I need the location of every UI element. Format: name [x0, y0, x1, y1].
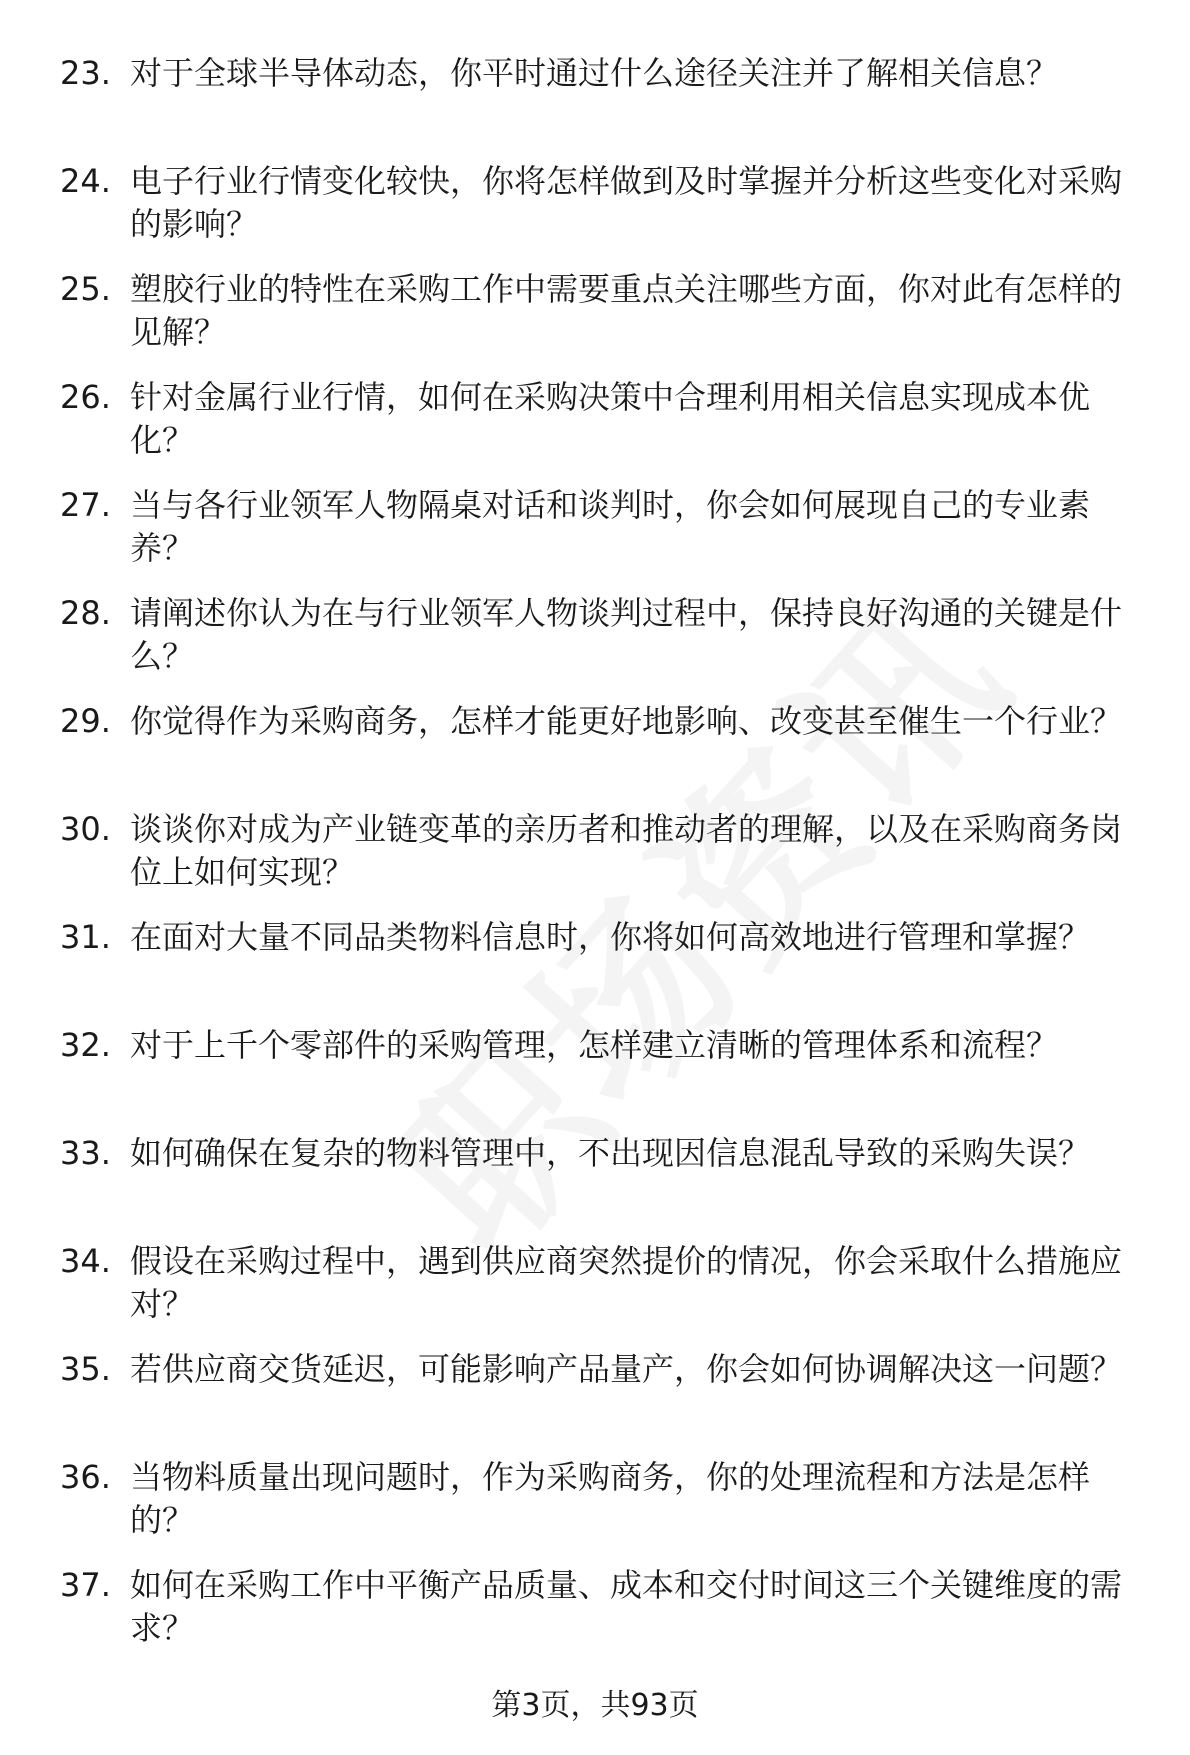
question-item-30 [60, 808, 1150, 916]
question-number: 34. [60, 1242, 111, 1280]
question-number: 25. [60, 270, 111, 308]
question-number: 36. [60, 1458, 111, 1496]
question-number: 37. [60, 1566, 111, 1604]
question-text: 当与各行业领军人物隔桌对话和谈判时，你会如何展现自己的专业素养？ [130, 486, 1091, 567]
question-text: 如何确保在复杂的物料管理中，不出现因信息混乱导致的采购失误？ [130, 1134, 1091, 1172]
question-number: 30. [60, 810, 111, 848]
question-text: 对于上千个零部件的采购管理，怎样建立清晰的管理体系和流程？ [130, 1026, 1059, 1064]
question-number: 24. [60, 162, 111, 200]
question-text: 请阐述你认为在与行业领军人物谈判过程中，保持良好沟通的关键是什么？ [130, 594, 1123, 675]
question-item-36 [60, 1456, 1150, 1564]
question-item-26 [60, 376, 1150, 484]
question-text: 假设在采购过程中，遇到供应商突然提价的情况，你会采取什么措施应对？ [130, 1242, 1123, 1323]
question-number: 28. [60, 594, 111, 632]
question-number: 29. [60, 702, 111, 740]
question-number: 23. [60, 54, 111, 92]
question-item-32 [60, 1024, 1150, 1132]
question-item-33 [60, 1132, 1150, 1240]
question-text: 如何在采购工作中平衡产品质量、成本和交付时间这三个关键维度的需求？ [130, 1566, 1123, 1647]
question-number: 27. [60, 486, 111, 524]
question-text: 针对金属行业行情，如何在采购决策中合理利用相关信息实现成本优化？ [130, 378, 1091, 459]
question-item-35 [60, 1348, 1150, 1456]
question-item-31 [60, 916, 1150, 1024]
question-number: 31. [60, 918, 111, 956]
question-number: 33. [60, 1134, 111, 1172]
question-text: 谈谈你对成为产业链变革的亲历者和推动者的理解，以及在采购商务岗位上如何实现？ [130, 810, 1123, 891]
question-text: 电子行业行情变化较快，你将怎样做到及时掌握并分析这些变化对采购的影响？ [130, 162, 1123, 243]
question-item-34 [60, 1240, 1150, 1348]
question-item-25 [60, 268, 1150, 376]
question-text: 在面对大量不同品类物料信息时，你将如何高效地进行管理和掌握？ [130, 918, 1091, 956]
question-number: 26. [60, 378, 111, 416]
question-number: 32. [60, 1026, 111, 1064]
question-text: 你觉得作为采购商务，怎样才能更好地影响、改变甚至催生一个行业？ [130, 702, 1123, 740]
question-number: 35. [60, 1350, 111, 1388]
question-text: 若供应商交货延迟，可能影响产品量产，你会如何协调解决这一问题？ [130, 1350, 1123, 1388]
question-list [60, 52, 1150, 1672]
page-footer: 第3页，共93页 [491, 1688, 699, 1723]
question-item-29 [60, 700, 1150, 808]
question-text: 当物料质量出现问题时，作为采购商务，你的处理流程和方法是怎样的？ [130, 1458, 1091, 1539]
question-item-23 [60, 52, 1150, 160]
question-item-27 [60, 484, 1150, 592]
question-text: 塑胶行业的特性在采购工作中需要重点关注哪些方面，你对此有怎样的见解？ [130, 270, 1123, 351]
question-text: 对于全球半导体动态，你平时通过什么途径关注并了解相关信息？ [130, 54, 1059, 92]
question-item-28 [60, 592, 1150, 700]
question-item-37 [60, 1564, 1150, 1672]
question-item-24 [60, 160, 1150, 268]
